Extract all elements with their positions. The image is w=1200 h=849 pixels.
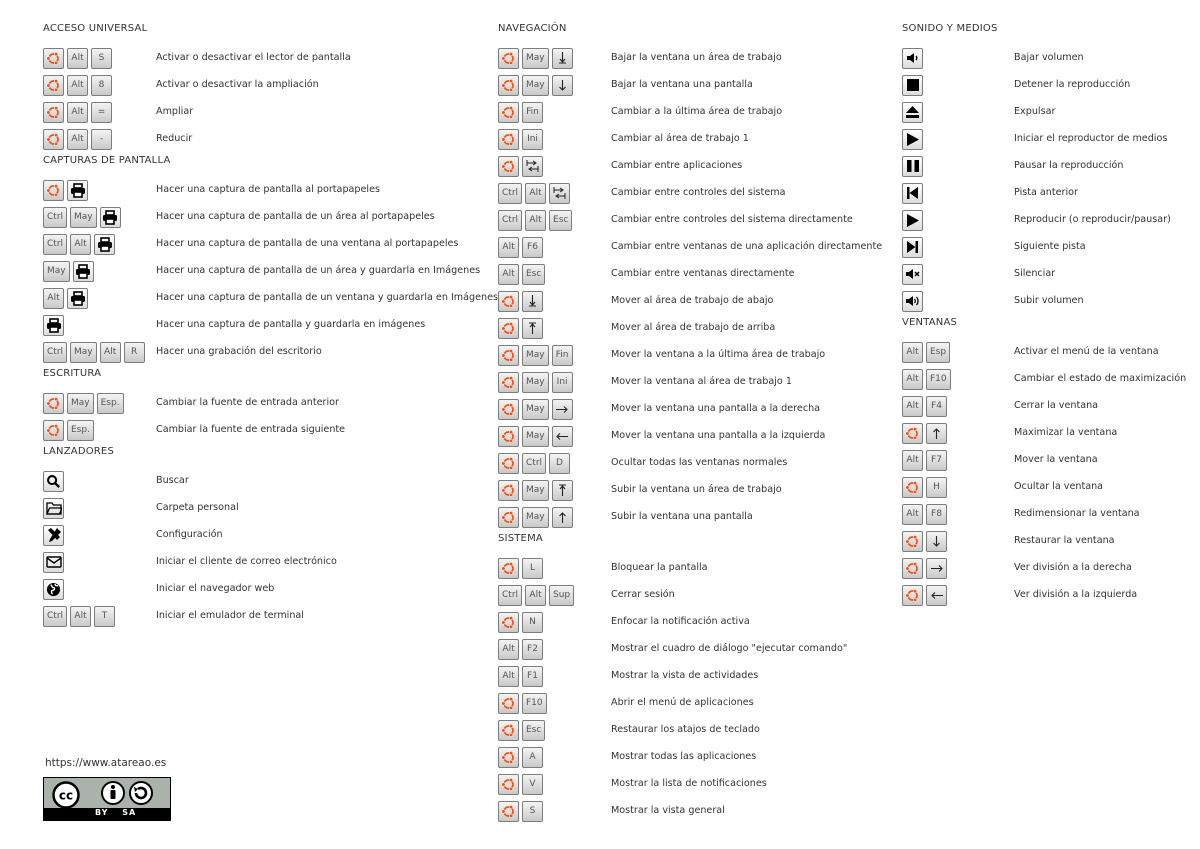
key-combo: [902, 503, 947, 525]
key-combo: [902, 530, 947, 552]
section-title: VENTANAS: [902, 317, 958, 328]
super-key-icon: [498, 774, 519, 795]
key-combo: [498, 479, 573, 501]
key-r: R: [124, 342, 145, 363]
pause-icon: [902, 156, 923, 177]
next-track-icon: [902, 237, 923, 258]
key-f8: F8: [926, 504, 947, 525]
super-key-icon: [498, 480, 519, 501]
key-alt: Alt: [902, 450, 923, 471]
super-key-icon: [902, 585, 923, 606]
super-key-icon: [902, 558, 923, 579]
key-esp: Esp.: [97, 393, 124, 414]
key-combo: [43, 233, 115, 255]
key-combo: [43, 524, 64, 546]
shortcut-description: Cambiar la fuente de entrada anterior: [156, 397, 339, 408]
shortcut-description: Cambiar a la última área de trabajo: [611, 106, 783, 117]
key-8: 8: [91, 75, 112, 96]
arrow-up-bar-icon: [552, 480, 573, 501]
key-may: May: [522, 345, 549, 366]
key-alt: Alt: [67, 129, 88, 150]
key-combo: [498, 371, 573, 393]
key-combo: [902, 101, 923, 123]
key-combo: [43, 287, 88, 309]
tab-arrows-icon: [522, 156, 543, 177]
shortcut-description: Expulsar: [1014, 106, 1056, 117]
tools-icon: [43, 525, 64, 546]
key-combo: [498, 746, 543, 768]
section-title: CAPTURAS DE PANTALLA: [43, 155, 171, 166]
key-may: May: [522, 507, 549, 528]
shortcut-description: Bloquear la pantalla: [611, 562, 708, 573]
arrow-up-icon: [926, 423, 947, 444]
key-combo: [902, 557, 947, 579]
super-key-icon: [498, 693, 519, 714]
key-combo: [902, 422, 947, 444]
key-combo: [902, 182, 923, 204]
shortcut-description: Redimensionar la ventana: [1014, 508, 1140, 519]
shortcut-description: Bajar volumen: [1014, 52, 1084, 63]
super-key-icon: [43, 420, 64, 441]
key-sup: Sup: [549, 585, 574, 606]
shortcut-description: Mover la ventana una pantalla a la derecha: [611, 403, 821, 414]
key-alt: Alt: [525, 585, 546, 606]
shortcut-description: Cambiar entre ventanas de una aplicación directamente: [611, 241, 883, 252]
super-key-icon: [498, 345, 519, 366]
key-alt: Alt: [498, 639, 519, 660]
shortcut-description: Iniciar el reproductor de medios: [1014, 133, 1168, 144]
shortcut-description: Abrir el menú de aplicaciones: [611, 697, 754, 708]
key-combo: [498, 290, 543, 312]
key-combo: [902, 263, 923, 285]
key-alt: Alt: [525, 183, 546, 204]
shortcut-description: Mostrar la lista de notificaciones: [611, 778, 767, 789]
key-combo: [902, 236, 923, 258]
key-: -: [91, 129, 112, 150]
key-combo: [902, 155, 923, 177]
shortcut-description: Pausar la reproducción: [1014, 160, 1124, 171]
key-ini: Ini: [522, 129, 543, 150]
super-key-icon: [43, 48, 64, 69]
shortcut-description: Restaurar los atajos de teclado: [611, 724, 760, 735]
cc-by-sa-badge: [43, 777, 171, 821]
printer-icon: [100, 207, 121, 228]
key-combo: [498, 209, 572, 231]
printer-icon: [67, 288, 88, 309]
key-l: L: [522, 558, 543, 579]
key-alt: Alt: [525, 210, 546, 231]
shortcut-description: Cerrar sesión: [611, 589, 675, 600]
website-url[interactable]: https://www.atareao.es: [45, 757, 167, 769]
key-combo: [498, 665, 543, 687]
key-f6: F6: [522, 237, 543, 258]
shortcut-description: Ocultar la ventana: [1014, 481, 1104, 492]
shortcut-description: Pista anterior: [1014, 187, 1078, 198]
key-combo: [43, 497, 64, 519]
shortcut-description: Siguiente pista: [1014, 241, 1086, 252]
key-alt: Alt: [100, 342, 121, 363]
key-combo: [43, 47, 112, 69]
shortcut-description: Ver división a la derecha: [1014, 562, 1132, 573]
shortcut-description: Maximizar la ventana: [1014, 427, 1118, 438]
shortcut-description: Mover la ventana al área de trabajo 1: [611, 376, 792, 387]
key-alt: Alt: [43, 288, 64, 309]
arrow-right-icon: [552, 399, 573, 420]
printer-icon: [73, 261, 94, 282]
mail-icon: [43, 552, 64, 573]
key-combo: [43, 605, 115, 627]
shortcut-description: Hacer una captura de pantalla de un área y guardarla en Imágenes: [156, 265, 481, 276]
key-combo: [902, 584, 947, 606]
key-combo: [498, 773, 543, 795]
key-combo: [43, 419, 94, 441]
volume-up-icon: [902, 291, 923, 312]
printer-icon: [67, 180, 88, 201]
play-icon: [902, 129, 923, 150]
shortcut-description: Hacer una grabación del escritorio: [156, 346, 322, 357]
arrow-up-icon: [552, 507, 573, 528]
super-key-icon: [902, 423, 923, 444]
key-esp: Esp.: [67, 420, 94, 441]
key-combo: [498, 155, 543, 177]
shortcut-description: Activar o desactivar el lector de pantalla: [156, 52, 351, 63]
key-ctrl: Ctrl: [43, 606, 67, 627]
key-combo: [498, 74, 573, 96]
shortcut-description: Restaurar la ventana: [1014, 535, 1115, 546]
search-icon: [43, 471, 64, 492]
shortcut-description: Activar o desactivar la ampliación: [156, 79, 319, 90]
key-ctrl: Ctrl: [43, 207, 67, 228]
shortcut-description: Cerrar la ventana: [1014, 400, 1099, 411]
shortcut-description: Mostrar la vista de actividades: [611, 670, 759, 681]
shortcut-description: Hacer una captura de pantalla al portapapeles: [156, 184, 380, 195]
section-title: ESCRITURA: [43, 368, 102, 379]
shortcut-description: Iniciar el cliente de correo electrónico: [156, 556, 337, 567]
shortcut-description: Configuración: [156, 529, 223, 540]
shortcut-description: Hacer una captura de pantalla de una ventana al portapapeles: [156, 238, 459, 249]
shortcut-description: Mover la ventana: [1014, 454, 1098, 465]
key-may: May: [522, 372, 549, 393]
key-: =: [91, 102, 112, 123]
shortcut-description: Cambiar al área de trabajo 1: [611, 133, 749, 144]
super-key-icon: [498, 426, 519, 447]
key-combo: [498, 317, 543, 339]
key-a: A: [522, 747, 543, 768]
key-combo: [498, 398, 573, 420]
shortcut-description: Silenciar: [1014, 268, 1056, 279]
arrow-down-icon: [926, 531, 947, 552]
key-may: May: [43, 261, 70, 282]
globe-icon: [43, 579, 64, 600]
shortcut-description: Cambiar entre ventanas directamente: [611, 268, 795, 279]
key-esc: Esc: [522, 720, 545, 741]
section-title: SISTEMA: [498, 533, 543, 544]
shortcut-description: Mostrar todas las aplicaciones: [611, 751, 757, 762]
cc-icons: [44, 778, 170, 808]
shortcut-description: Activar el menú de la ventana: [1014, 346, 1159, 357]
shortcut-description: Mover la ventana una pantalla a la izquierda: [611, 430, 826, 441]
key-combo: [498, 638, 543, 660]
key-combo: [498, 182, 570, 204]
key-combo: [43, 578, 64, 600]
shortcut-description: Cambiar entre controles del sistema: [611, 187, 786, 198]
shortcut-description: Enfocar la notificación activa: [611, 616, 750, 627]
key-combo: [498, 101, 543, 123]
key-ctrl: Ctrl: [43, 234, 67, 255]
key-combo: [498, 611, 543, 633]
key-f2: F2: [522, 639, 543, 660]
super-key-icon: [498, 720, 519, 741]
key-s: S: [522, 801, 543, 822]
key-combo: [43, 392, 124, 414]
key-alt: Alt: [498, 264, 519, 285]
shortcut-description: Mostrar el cuadro de diálogo "ejecutar comando": [611, 643, 848, 654]
key-may: May: [70, 342, 97, 363]
key-f10: F10: [522, 693, 547, 714]
play-icon: [902, 210, 923, 231]
shortcut-description: Reducir: [156, 133, 193, 144]
super-key-icon: [498, 507, 519, 528]
key-may: May: [522, 399, 549, 420]
key-combo: [43, 128, 112, 150]
key-combo: [902, 341, 950, 363]
super-key-icon: [498, 612, 519, 633]
shortcut-description: Mover al área de trabajo de arriba: [611, 322, 776, 333]
key-f4: F4: [926, 396, 947, 417]
svg-text:cc: cc: [58, 788, 74, 803]
key-combo: [902, 290, 923, 312]
key-combo: [902, 47, 923, 69]
arrow-up-bar-icon: [522, 318, 543, 339]
tab-arrows-icon: [549, 183, 570, 204]
shortcut-description: Cambiar la fuente de entrada siguiente: [156, 424, 346, 435]
super-key-icon: [498, 801, 519, 822]
printer-icon: [43, 315, 64, 336]
super-key-icon: [498, 156, 519, 177]
key-ctrl: Ctrl: [498, 183, 522, 204]
super-key-icon: [43, 102, 64, 123]
key-combo: [43, 260, 94, 282]
key-may: May: [70, 207, 97, 228]
arrow-down-icon: [552, 75, 573, 96]
key-combo: [43, 206, 121, 228]
shortcut-description: Cambiar entre aplicaciones: [611, 160, 743, 171]
arrow-down-bar-icon: [522, 291, 543, 312]
shortcut-description: Iniciar el navegador web: [156, 583, 275, 594]
super-key-icon: [498, 399, 519, 420]
super-key-icon: [498, 291, 519, 312]
shortcut-description: Detener la reproducción: [1014, 79, 1131, 90]
key-alt: Alt: [70, 606, 91, 627]
shortcut-description: Hacer una captura de pantalla y guardarla en imágenes: [156, 319, 426, 330]
shortcut-description: Ampliar: [156, 106, 194, 117]
key-combo: [498, 506, 573, 528]
key-fin: Fin: [522, 102, 543, 123]
section-title: SONIDO Y MEDIOS: [902, 23, 998, 34]
key-combo: [498, 800, 543, 822]
key-alt: Alt: [67, 75, 88, 96]
key-combo: [498, 236, 543, 258]
shortcut-description: Ocultar todas las ventanas normales: [611, 457, 788, 468]
shortcut-description: Bajar la ventana una pantalla: [611, 79, 753, 90]
key-s: S: [91, 48, 112, 69]
shortcut-description: Ver división a la izquierda: [1014, 589, 1138, 600]
key-combo: [498, 128, 543, 150]
previous-track-icon: [902, 183, 923, 204]
key-may: May: [522, 48, 549, 69]
license-by: BY: [95, 808, 109, 817]
shortcut-description: Iniciar el emulador de terminal: [156, 610, 304, 621]
arrow-left-icon: [926, 585, 947, 606]
key-combo: [902, 128, 923, 150]
key-may: May: [522, 75, 549, 96]
key-ctrl: Ctrl: [498, 210, 522, 231]
key-combo: [498, 692, 547, 714]
key-alt: Alt: [67, 48, 88, 69]
key-combo: [43, 74, 112, 96]
key-alt: Alt: [498, 666, 519, 687]
key-f7: F7: [926, 450, 947, 471]
key-h: H: [926, 477, 947, 498]
key-t: T: [94, 606, 115, 627]
super-key-icon: [43, 129, 64, 150]
key-combo: [902, 449, 947, 471]
section-title: ACCESO UNIVERSAL: [43, 23, 148, 34]
super-key-icon: [498, 102, 519, 123]
key-may: May: [522, 480, 549, 501]
key-f10: F10: [926, 369, 951, 390]
super-key-icon: [498, 747, 519, 768]
super-key-icon: [902, 477, 923, 498]
key-alt: Alt: [902, 504, 923, 525]
key-esc: Esc: [549, 210, 572, 231]
key-v: V: [522, 774, 543, 795]
shortcut-description: Cambiar el estado de maximización: [1014, 373, 1187, 384]
super-key-icon: [43, 180, 64, 201]
shortcut-description: Hacer una captura de pantalla de un ventana y guardarla en Imágenes: [156, 292, 498, 303]
key-alt: Alt: [902, 342, 923, 363]
super-key-icon: [498, 318, 519, 339]
shortcut-description: Hacer una captura de pantalla de un área al portapapeles: [156, 211, 435, 222]
super-key-icon: [498, 129, 519, 150]
key-combo: [902, 368, 951, 390]
super-key-icon: [498, 453, 519, 474]
section-title: LANZADORES: [43, 446, 114, 457]
arrow-right-icon: [926, 558, 947, 579]
key-fin: Fin: [552, 345, 573, 366]
key-combo: [498, 452, 570, 474]
super-key-icon: [43, 75, 64, 96]
key-combo: [43, 470, 64, 492]
key-combo: [498, 344, 573, 366]
key-alt: Alt: [902, 396, 923, 417]
key-combo: [902, 476, 947, 498]
volume-down-icon: [902, 48, 923, 69]
shortcut-description: Carpeta personal: [156, 502, 239, 513]
shortcut-description: Subir la ventana una pantalla: [611, 511, 753, 522]
shortcut-description: Mostrar la vista general: [611, 805, 725, 816]
key-combo: [498, 263, 545, 285]
key-n: N: [522, 612, 543, 633]
key-esp: Esp: [926, 342, 950, 363]
key-combo: [43, 314, 64, 336]
key-esc: Esc: [522, 264, 545, 285]
key-combo: [498, 719, 545, 741]
key-combo: [498, 584, 574, 606]
key-combo: [902, 209, 923, 231]
arrow-left-icon: [552, 426, 573, 447]
key-combo: [902, 395, 947, 417]
key-alt: Alt: [498, 237, 519, 258]
key-combo: [498, 425, 573, 447]
eject-icon: [902, 102, 923, 123]
key-combo: [902, 74, 923, 96]
shortcut-description: Buscar: [156, 475, 189, 486]
key-ctrl: Ctrl: [522, 453, 546, 474]
shortcut-description: Subir volumen: [1014, 295, 1084, 306]
mute-icon: [902, 264, 923, 285]
key-ctrl: Ctrl: [498, 585, 522, 606]
super-key-icon: [498, 75, 519, 96]
key-combo: [43, 179, 88, 201]
arrow-down-bar-icon: [552, 48, 573, 69]
section-title: NAVEGACIÓN: [498, 23, 567, 34]
shortcut-description: Reproducir (o reproducir/pausar): [1014, 214, 1171, 225]
key-may: May: [522, 426, 549, 447]
key-combo: [43, 551, 64, 573]
key-combo: [498, 557, 543, 579]
key-alt: Alt: [67, 102, 88, 123]
key-alt: Alt: [902, 369, 923, 390]
super-key-icon: [902, 531, 923, 552]
printer-icon: [94, 234, 115, 255]
shortcut-description: Mover al área de trabajo de abajo: [611, 295, 774, 306]
folder-icon: [43, 498, 64, 519]
shortcut-description: Mover la ventana a la última área de trabajo: [611, 349, 826, 360]
key-may: May: [67, 393, 94, 414]
shortcut-description: Bajar la ventana un área de trabajo: [611, 52, 782, 63]
key-ini: Ini: [552, 372, 573, 393]
license-sa: SA: [122, 808, 137, 817]
super-key-icon: [43, 393, 64, 414]
shortcut-description: Subir la ventana un área de trabajo: [611, 484, 782, 495]
key-combo: [43, 341, 145, 363]
key-f1: F1: [522, 666, 543, 687]
super-key-icon: [498, 558, 519, 579]
key-combo: [43, 101, 112, 123]
key-combo: [498, 47, 573, 69]
shortcut-description: Cambiar entre controles del sistema directamente: [611, 214, 853, 225]
key-ctrl: Ctrl: [43, 342, 67, 363]
super-key-icon: [498, 372, 519, 393]
key-alt: Alt: [70, 234, 91, 255]
stop-icon: [902, 75, 923, 96]
super-key-icon: [498, 48, 519, 69]
key-d: D: [549, 453, 570, 474]
